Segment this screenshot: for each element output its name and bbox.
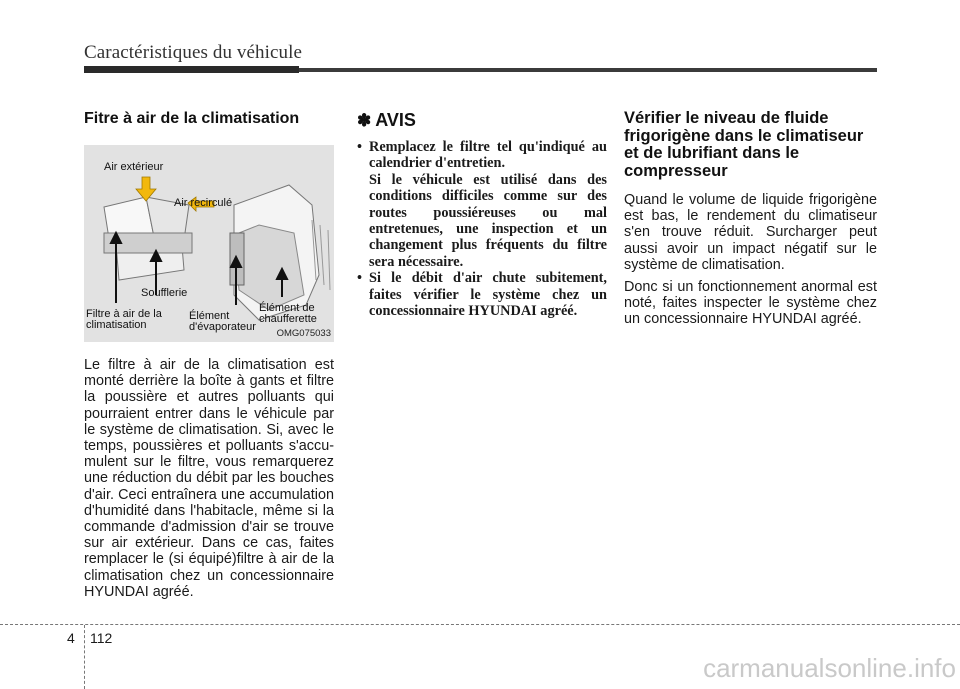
- label-chaufferette: Élément de chaufferette: [259, 302, 317, 325]
- section-title-filter: Fitre à air de la climatisation: [84, 110, 300, 127]
- asterisk-icon: ✽: [357, 110, 372, 130]
- footer-divider: [84, 625, 85, 689]
- column-right: [624, 110, 877, 334]
- avis-item-line: Si le véhicule est utilisé dans des conditions difficiles comme sur des routes poussiéreuses ou mal entretenues, une inspection et un changement plus fréquents du filtre sera nécessaire.: [369, 171, 607, 270]
- filter-diagram: [84, 145, 334, 342]
- label-filtre: Filtre à air de la climatisation: [86, 308, 162, 331]
- label-air-recircule: Air recirculé: [174, 197, 233, 209]
- avis-item: [357, 139, 607, 270]
- section-title-refrigerant: Vérifier le niveau de fluide frigorigène dans le climatiseur et de lubrifiant dans le compresseur: [624, 109, 864, 180]
- avis-title: AVIS: [375, 110, 416, 130]
- column-left: [84, 110, 334, 606]
- label-evaporateur: Élément d'évaporateur: [189, 310, 256, 333]
- label-air-exterieur: Air extérieur: [104, 161, 164, 173]
- page-header-title: Caractéristiques du véhicule: [84, 42, 303, 63]
- watermark: carmanualsonline.info: [703, 653, 956, 683]
- avis-heading: [357, 110, 607, 131]
- avis-item-line: Remplacez le filtre tel qu'indiqué au calendrier d'entretien.: [369, 139, 607, 172]
- bullet-icon: •: [357, 270, 363, 287]
- label-soufflerie: Soufflerie: [141, 287, 188, 299]
- avis-list: [357, 139, 607, 319]
- footer-rule: [0, 624, 960, 625]
- page-number: 112: [90, 630, 113, 646]
- column-middle: [357, 110, 607, 319]
- bullet-icon: •: [357, 139, 363, 155]
- refrigerant-paragraph-1: Quand le volume de liquide frigorigène est bas, le rendement du climatiseur s'en trouve réduit. Surcharger peut aussi avoir un impact négatif sur le système de climatisation.: [624, 192, 877, 273]
- avis-item: [357, 270, 607, 319]
- header-rule-accent: [84, 66, 299, 73]
- chapter-number: 4: [67, 630, 75, 646]
- avis-item-line: Si le débit d'air chute subitement, faites vérifier le système chez un concessionnaire HYUNDAI agréé.: [369, 270, 607, 320]
- figure-code: OMG075033: [276, 328, 331, 339]
- filter-body-text: Le filtre à air de la climatisation est monté derrière la boîte à gants et filtre la poussière et autres polluants qui pourraient entrer dans le véhicule par le système de climatisation. Si, avec le temps, poussières et polluants s'accu-mulent sur le filtre, vous remarquerez une réduction du débit par les bouches d'air. Ceci entraînera une accumulation d'humidité dans l'habitacle, même si la commande d'admission d'air se trouve sur air extérieur. Dans ce cas, faites remplacer le (si équipé)filtre à air de la climatisation chez un concessionnaire HYUNDAI agréé.: [84, 357, 334, 600]
- refrigerant-paragraph-2: Donc si un fonctionnement anormal est noté, faites inspecter le système chez un concessionnaire HYUNDAI agréé.: [624, 279, 877, 328]
